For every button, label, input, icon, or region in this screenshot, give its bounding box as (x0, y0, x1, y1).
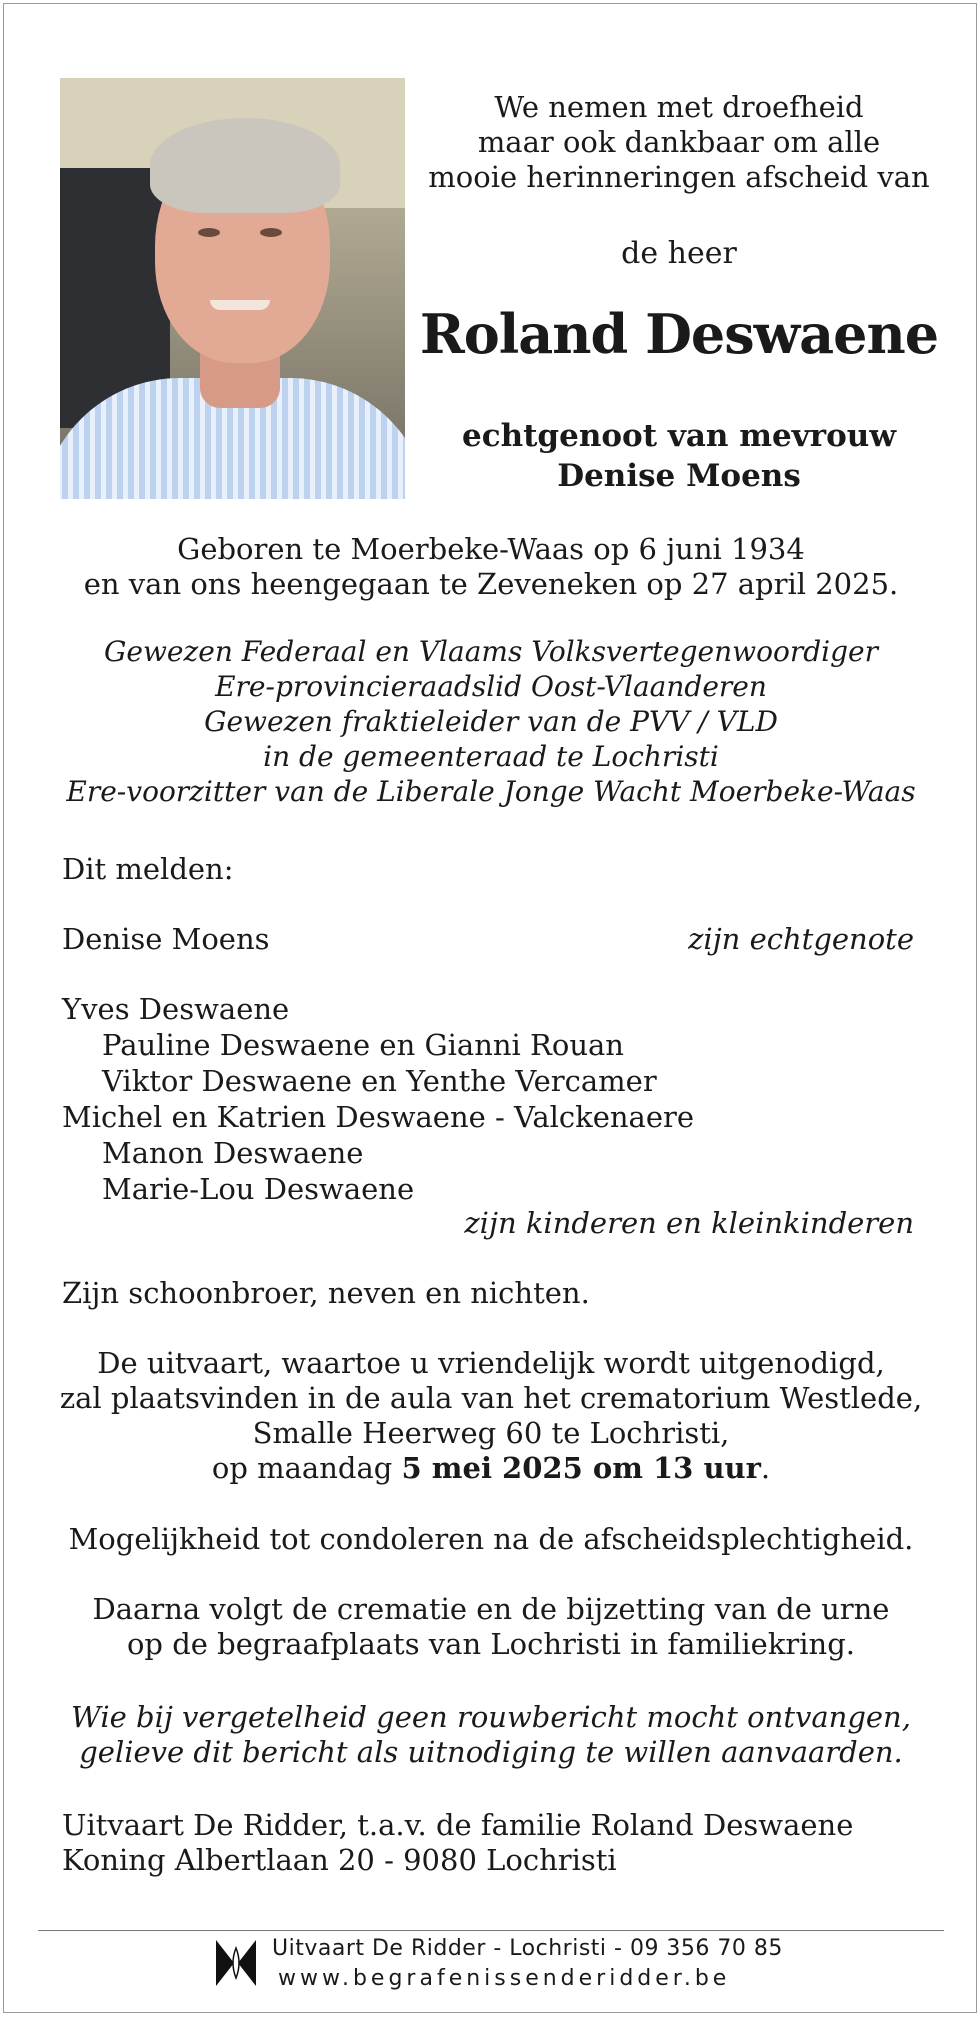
family-member: Marie-Lou Deswaene (102, 1172, 415, 1206)
spouse-line: echtgenoot van mevrouw (461, 418, 897, 454)
funeral-home-address (62, 1808, 853, 1878)
portrait-photo (60, 78, 405, 499)
death-line: en van ons heengegaan te Zeveneken op 27 april 2025. (83, 567, 899, 601)
obituary-card (3, 3, 977, 2013)
title-line: Gewezen fraktieleider van de PVV / VLD (204, 705, 778, 738)
notice-line: gelieve dit bericht als uitnodiging te willen aanvaarden. (79, 1735, 903, 1769)
family-member: Yves Deswaene (62, 992, 290, 1026)
funeral-line: De uitvaart, waartoe u vriendelijk wordt uitgenodigd, (97, 1346, 885, 1380)
intro-line: mooie herinneringen afscheid van (428, 160, 930, 194)
funeral-line: Smalle Heerweg 60 te Lochristi, (252, 1416, 730, 1450)
funeral-date-suffix: . (760, 1451, 771, 1485)
cremation-line: Daarna volgt de crematie en de bijzetting van de urne (92, 1592, 890, 1626)
birth-line: Geboren te Moerbeke-Waas op 6 juni 1934 (177, 532, 805, 566)
funeral-date-prefix: op maandag (211, 1451, 402, 1485)
footer-website[interactable]: www.begrafenissenderidder.be (278, 1966, 731, 1991)
notice-line: Wie bij vergetelheid geen rouwbericht mocht ontvangen, (71, 1700, 911, 1734)
condolence-text: Mogelijkheid tot condoleren na de afscheidsplechtigheid. (68, 1522, 914, 1556)
widow-relation: zijn echtgenote (688, 922, 914, 956)
funeral-line: zal plaatsvinden in de aula van het crematorium Westlede, (59, 1381, 923, 1415)
widow-name: Denise Moens (62, 922, 270, 956)
family-member: Manon Deswaene (102, 1136, 364, 1170)
cremation-text (4, 1592, 978, 1662)
intro-line: maar ook dankbaar om alle (477, 125, 881, 159)
titles-list (4, 634, 978, 809)
funeral-line (4, 1451, 978, 1486)
funeral-date: 5 mei 2025 om 13 uur (401, 1451, 761, 1485)
spouse-name: Denise Moens (557, 458, 801, 494)
cremation-line: op de begraafplaats van Lochristi in familiekring. (126, 1627, 856, 1661)
announce-text: Dit melden: (62, 852, 234, 886)
funeral-text (4, 1346, 978, 1486)
family-member: Michel en Katrien Deswaene - Valckenaere (62, 1100, 695, 1134)
honorific: de heer (621, 236, 737, 271)
footer-divider (38, 1930, 944, 1931)
funeral-home-logo-icon (214, 1938, 258, 1988)
family-member: Pauline Deswaene en Gianni Rouan (102, 1028, 624, 1062)
spouse-text (414, 416, 944, 496)
notice-text (4, 1700, 978, 1770)
intro-line: We nemen met droefheid (494, 90, 864, 124)
deceased-name: Roland Deswaene (419, 302, 939, 366)
title-line: Gewezen Federaal en Vlaams Volksvertegenwoordiger (104, 635, 878, 668)
title-line: in de gemeenteraad te Lochristi (263, 740, 719, 773)
title-line: Ere-voorzitter van de Liberale Jonge Wacht Moerbeke-Waas (66, 775, 916, 808)
title-line: Ere-provincieraadslid Oost-Vlaanderen (215, 670, 767, 703)
footer-contact: Uitvaart De Ridder - Lochristi - 09 356 70 85 (272, 1936, 783, 1961)
family-relation: zijn kinderen en kleinkinderen (464, 1206, 914, 1240)
family-member: Viktor Deswaene en Yenthe Vercamer (102, 1064, 657, 1098)
relatives-text: Zijn schoonbroer, neven en nichten. (62, 1276, 590, 1310)
birth-death-text (4, 532, 978, 602)
address-line: Uitvaart De Ridder, t.a.v. de familie Roland Deswaene (62, 1808, 854, 1842)
intro-text (414, 90, 944, 195)
address-line: Koning Albertlaan 20 - 9080 Lochristi (62, 1843, 617, 1877)
